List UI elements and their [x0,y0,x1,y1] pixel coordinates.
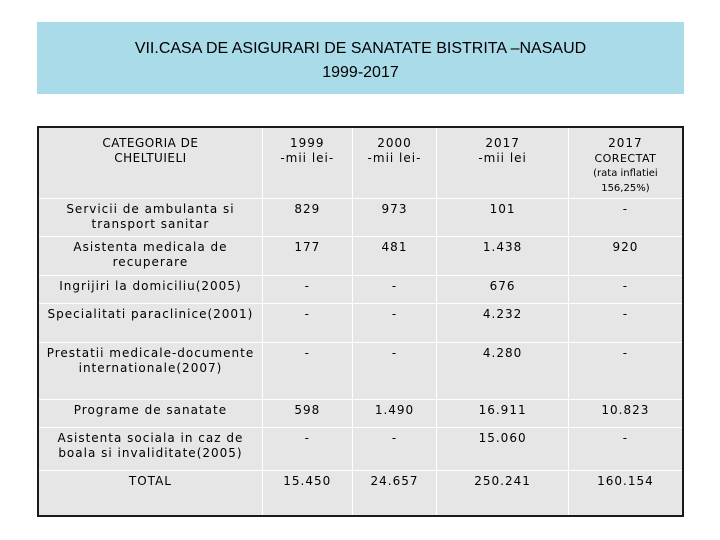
header-2017c-year: 2017 [608,136,643,150]
row-category: Ingrijiri la domiciliu(2005) [38,275,262,303]
header-category-line2: CHELTUIELI [114,151,187,165]
row-category: Asistenta sociala in caz de boala si invaliditate(2005) [38,428,262,471]
header-2017 [437,127,568,198]
row-category: Specialitati paraclinice(2001) [38,304,262,343]
cell-2000: - [352,304,437,343]
cell-2017-corectat: 920 [568,237,683,276]
header-2017c-note1: (rata inflatiei [593,168,658,179]
table-header-row [38,127,683,198]
cell-2000: - [352,428,437,471]
header-2000-year: 2000 [377,136,412,150]
cell-2017: 4.280 [437,342,568,399]
cell-1999: - [262,342,352,399]
cell-2000: 24.657 [352,470,437,516]
row-category: Prestatii medicale-documente internationale(2007) [38,342,262,399]
table-row [38,399,683,427]
cell-1999: 598 [262,399,352,427]
cell-2000: 973 [352,198,437,237]
cell-2017-corectat: - [568,342,683,399]
header-2000-unit: -mii lei- [367,151,422,165]
cell-2017: 1.438 [437,237,568,276]
row-category: Servicii de ambulanta si transport sanitar [38,198,262,237]
header-2017-year: 2017 [485,136,520,150]
cell-2017: 101 [437,198,568,237]
table-row [38,275,683,303]
cell-2017-corectat: - [568,428,683,471]
slide-title-banner [37,22,684,94]
cell-2017-corectat: - [568,198,683,237]
cell-2000: - [352,275,437,303]
header-2017-corectat [568,127,683,198]
cell-2017-corectat: - [568,275,683,303]
cell-2000: 1.490 [352,399,437,427]
header-2017-unit: -mii lei [478,151,527,165]
cell-2017-corectat: 160.154 [568,470,683,516]
header-2017c-label: CORECTAT [594,152,657,165]
cell-1999: - [262,275,352,303]
header-1999 [262,127,352,198]
table-row [38,342,683,399]
table-row [38,237,683,276]
row-category: TOTAL [38,470,262,516]
slide-title-line2: 1999-2017 [322,64,399,81]
cell-2017: 250.241 [437,470,568,516]
expenses-table [37,126,684,517]
table-row [38,198,683,237]
cell-1999: - [262,428,352,471]
table-row [38,428,683,471]
table-row [38,304,683,343]
table-row-total [38,470,683,516]
cell-2000: 481 [352,237,437,276]
cell-2017: 676 [437,275,568,303]
row-category: Asistenta medicala de recuperare [38,237,262,276]
cell-1999: 15.450 [262,470,352,516]
cell-1999: - [262,304,352,343]
header-1999-year: 1999 [289,136,325,150]
cell-2017: 15.060 [437,428,568,471]
row-category: Programe de sanatate [38,399,262,427]
cell-2017: 16.911 [437,399,568,427]
cell-2017-corectat: 10.823 [568,399,683,427]
cell-2017: 4.232 [437,304,568,343]
cell-1999: 829 [262,198,352,237]
cell-2017-corectat: - [568,304,683,343]
header-category [38,127,262,198]
header-category-line1: CATEGORIA DE [102,136,199,150]
cell-2000: - [352,342,437,399]
header-2000 [352,127,437,198]
slide-title-line1: VII.CASA DE ASIGURARI DE SANATATE BISTRITA –NASAUD [134,40,587,57]
header-2017c-note2: 156,25%) [601,183,650,194]
cell-1999: 177 [262,237,352,276]
header-1999-unit: -mii lei- [280,151,335,165]
